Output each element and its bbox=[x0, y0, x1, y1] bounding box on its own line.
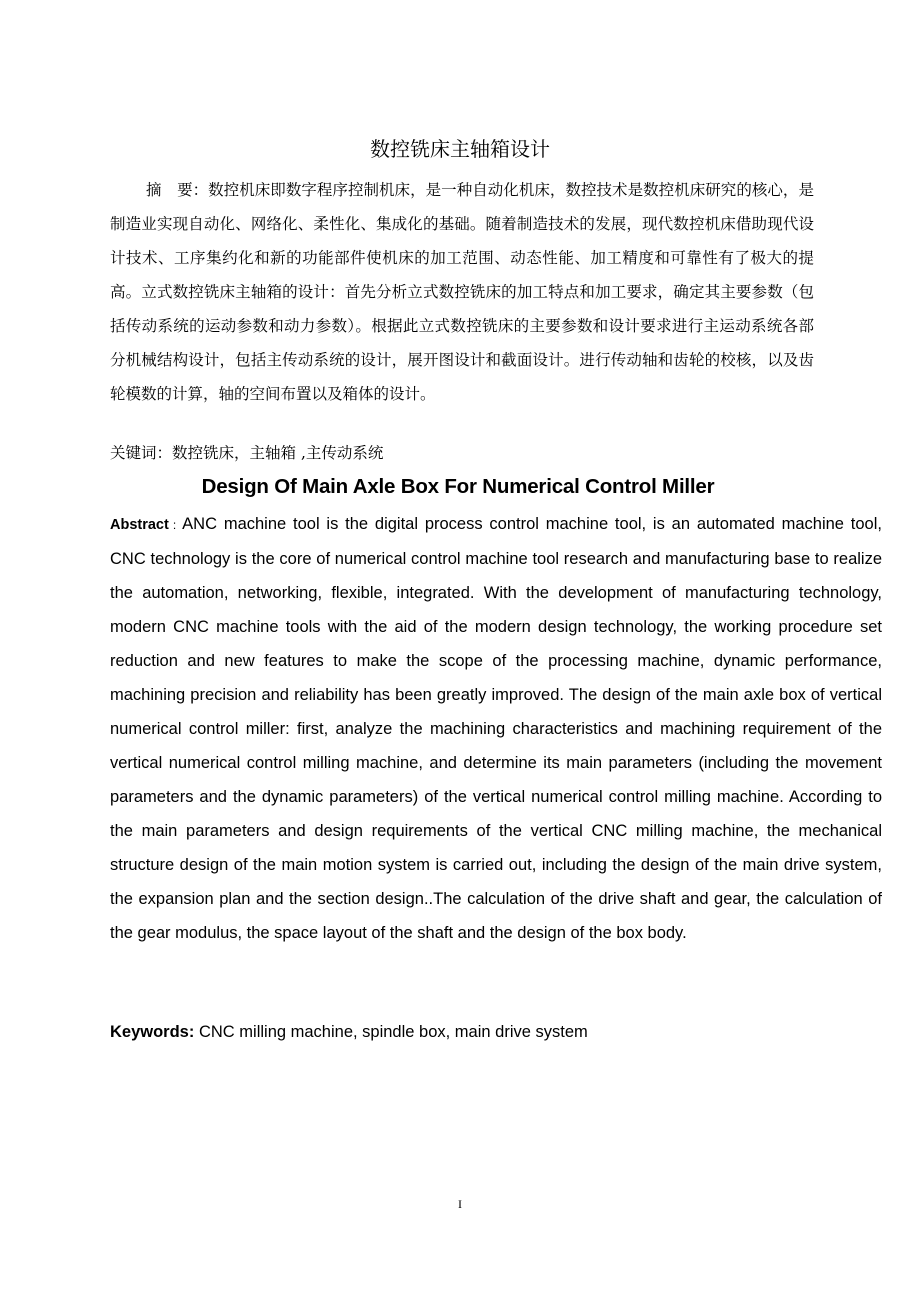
chinese-abstract-label: 摘 要： bbox=[146, 181, 209, 199]
english-keywords bbox=[110, 1019, 882, 1045]
english-keywords-label: Keywords: bbox=[110, 1023, 195, 1041]
chinese-title: 数控铣床主轴箱设计 bbox=[370, 137, 550, 161]
english-abstract-separator: : bbox=[172, 518, 177, 532]
english-abstract-label: Abstract bbox=[110, 517, 169, 533]
chinese-keywords-label: 关键词： bbox=[110, 444, 173, 462]
chinese-abstract-text: 数控机床即数字程序控制机床，是一种自动化机床，数控技术是数控机床研究的核心，是制造业实现自动化、网络化、柔性化、集成化的基础。随着制造技术的发展，现代数控机床借助现代设计技术、工序集约化和新的功能部件使机床的加工范围、动态性能、加工精度和可靠性有了极大的提高。立式数控铣床主轴箱的设计：首先分析立式数控铣床的加工特点和加工要求，确定其主要参数（包括传动系统的运动参数和动力参数）。根据此立式数控铣床的主要参数和设计要求进行主运动系统各部分机械结构设计，包括主传动系统的设计，展开图设计和截面设计。进行传动轴和齿轮的校核，以及齿轮模数的计算，轴的空间布置以及箱体的设计。 bbox=[110, 181, 814, 403]
english-abstract bbox=[110, 507, 882, 950]
english-abstract-text: ANC machine tool is the digital process control machine tool, is an automated machine tool, CNC technology is the core of numerical control machine tool research and manufacturing base to realize the automation, networking, flexible, integrated. With the development of manufacturing technology, modern CNC machine tools with the aid of the modern design technology, the working procedure set reduction and new features to make the scope of the processing machine, dynamic performance, machining precision and reliability has been greatly improved. The design of the main axle box of vertical numerical control miller: first, analyze the machining characteristics and machining requirement of the vertical numerical control milling machine, and determine its main parameters (including the movement parameters and the dynamic parameters) of the vertical numerical control milling machine. According to the main parameters and design requirements of the vertical CNC milling machine, the mechanical structure design of the main motion system is carried out, including the design of the main drive system, the expansion plan and the section design..The calculation of the drive shaft and gear, the calculation of the gear modulus, the space layout of the shaft and the design of the box body. bbox=[110, 515, 882, 942]
chinese-keywords bbox=[110, 440, 814, 466]
chinese-keywords-text: 数控铣床，主轴箱 ,主传动系统 bbox=[172, 444, 384, 462]
english-title: Design Of Main Axle Box For Numerical Control Miller bbox=[201, 475, 715, 498]
english-keywords-text: CNC milling machine, spindle box, main drive system bbox=[198, 1023, 588, 1041]
chinese-abstract bbox=[110, 173, 814, 411]
page-number: I bbox=[458, 1197, 462, 1211]
